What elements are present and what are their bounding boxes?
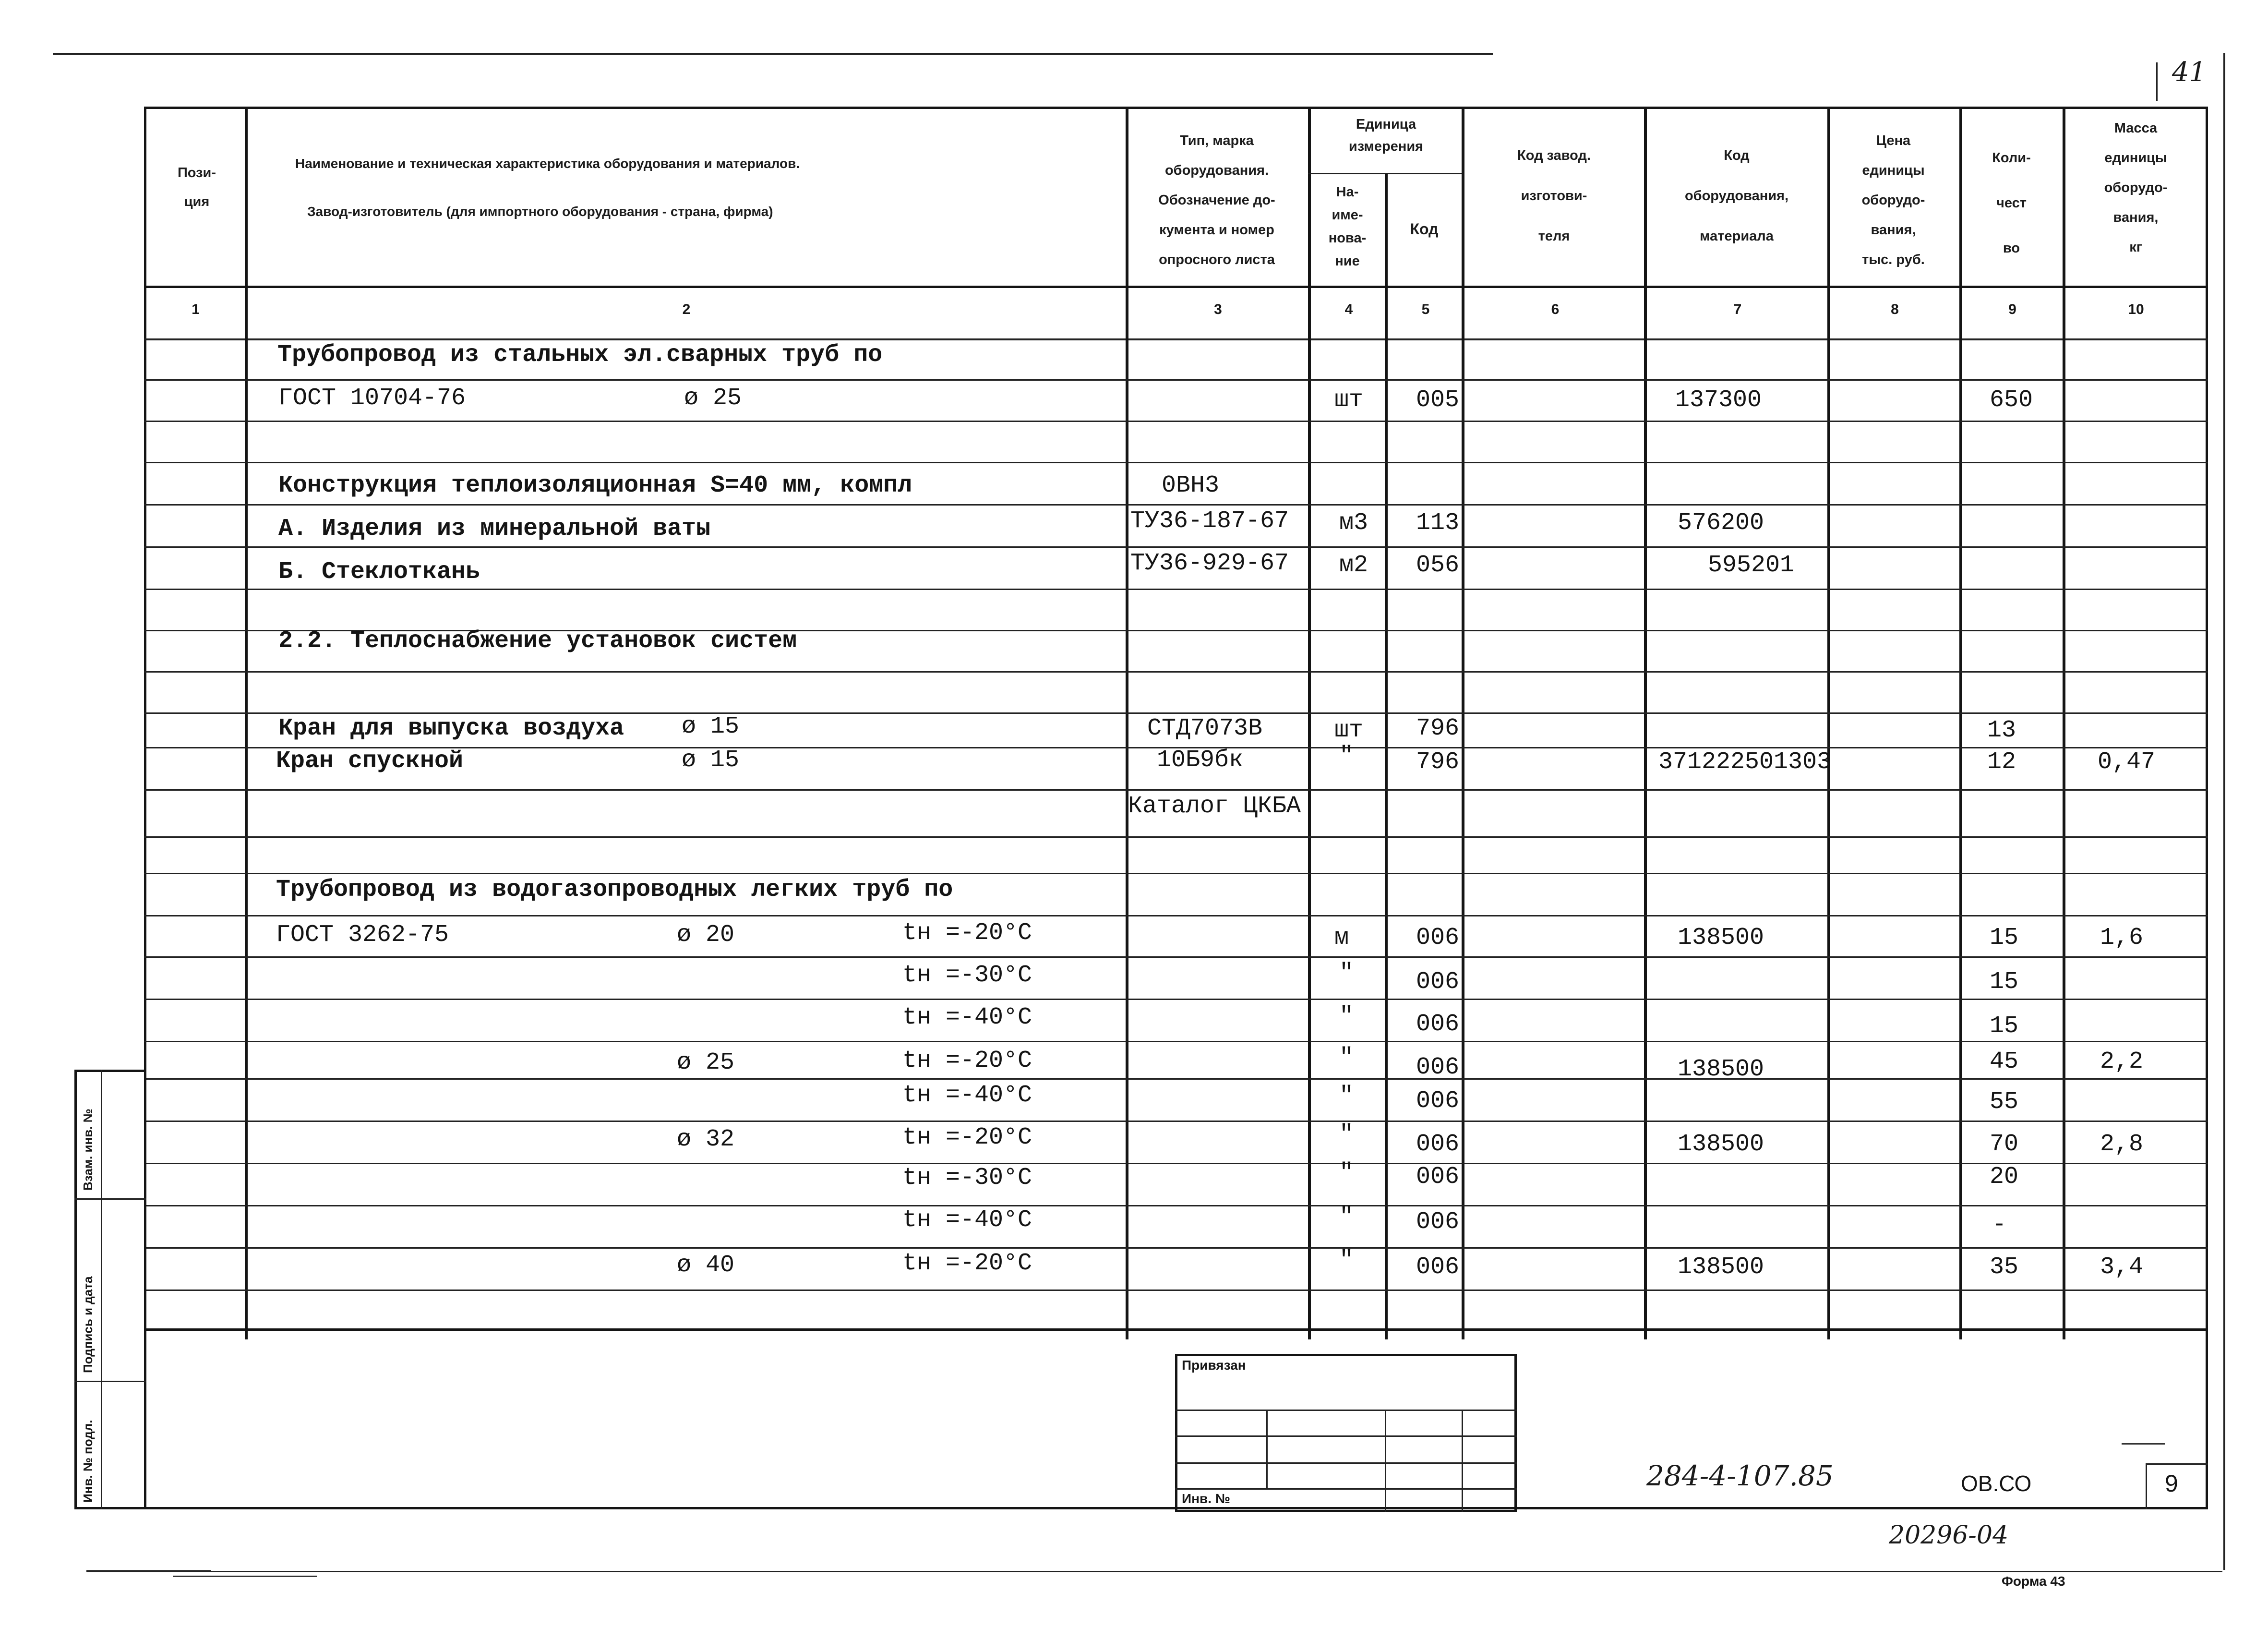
row-rule [144, 462, 2208, 463]
scan-edge-mark [2122, 1443, 2165, 1445]
page-number-divider [2156, 62, 2158, 101]
col-number-7: 7 [1733, 301, 1742, 317]
table-row-unit-code: 006 [1416, 1087, 1460, 1115]
table-row-unit: м2 [1339, 552, 1368, 579]
col-number-6: 6 [1551, 301, 1560, 317]
table-row-diameter: ø 25 [677, 1049, 735, 1076]
table-row-unit: шт [1334, 717, 1364, 744]
table-row-type: 10Б9бк [1157, 747, 1244, 774]
table-row-qty: 12 [1987, 748, 2016, 776]
table-row-unit-code: 006 [1416, 924, 1460, 952]
row-rule [144, 421, 2208, 422]
table-row-qty: - [1992, 1211, 2007, 1239]
table-row-temp: tн =-40°С [902, 1082, 1032, 1109]
table-row-temp: tн =-20°С [902, 1124, 1032, 1151]
table-row-unit: " [1339, 1247, 1354, 1274]
form-label: Форма 43 [2002, 1574, 2065, 1589]
col-line-6 [1644, 107, 1647, 1339]
table-row-unit-code: 005 [1416, 386, 1460, 414]
table-row-diameter: ø 25 [684, 385, 742, 412]
table-row-mass: 0,47 [2098, 748, 2156, 776]
row-rule [144, 546, 2208, 548]
row-rule [144, 379, 2208, 381]
col-line-4 [1385, 173, 1388, 1339]
table-row-type: ТУ36-929-67 [1130, 550, 1289, 577]
table-row-unit: " [1339, 743, 1354, 770]
row-rule [144, 999, 2208, 1000]
header-type: Тип, марка оборудования. Обозначение до- кумента и номер опросного листа [1158, 133, 1275, 267]
table-row-qty: 55 [1990, 1088, 2019, 1116]
stamp-rule [1175, 1462, 1517, 1464]
table-row-unit: шт [1334, 386, 1364, 414]
table-row-name: Конструкция теплоизоляционная S=40 мм, компл [278, 472, 912, 499]
table-row-equip-code: 371222501303 [1658, 748, 1832, 776]
table-row-mass: 2,2 [2100, 1048, 2144, 1075]
table-row-mass: 2,8 [2100, 1131, 2144, 1158]
table-row-qty: 35 [1990, 1253, 2019, 1281]
sheet-number-rule [2146, 1463, 2208, 1465]
col-line-1 [245, 107, 248, 1339]
header-quantity: Коли- чест во [1992, 150, 2031, 256]
table-row-unit-code: 006 [1416, 1253, 1460, 1281]
table-row-equip-code: 137300 [1675, 386, 1762, 414]
header-name: Наименование и техническая характеристика оборудования и материалов. [295, 156, 800, 171]
row-rule [144, 789, 2208, 791]
table-row-equip-code: 595201 [1708, 552, 1795, 579]
table-row-equip-code: 138500 [1678, 1253, 1764, 1281]
header-rule [144, 286, 2208, 288]
table-row-unit-code: 796 [1416, 748, 1460, 776]
col-number-10: 10 [2128, 301, 2144, 317]
col-line-8 [1959, 107, 1962, 1339]
table-row-unit-code: 006 [1416, 1163, 1460, 1191]
table-row-qty: 15 [1990, 968, 2019, 996]
document-code: 284-4-107.85 [1646, 1459, 1834, 1492]
table-row-unit-code: 056 [1416, 552, 1460, 579]
col-number-8: 8 [1891, 301, 1899, 317]
col-line-9 [2063, 107, 2065, 1339]
table-row-unit-code: 006 [1416, 1208, 1460, 1236]
stamp-divider [1462, 1410, 1463, 1512]
section-code: ОВ.СО [1961, 1471, 2032, 1496]
table-row-type: ТУ36-187-67 [1130, 507, 1289, 535]
side-stamp-rule [74, 1381, 146, 1382]
header-manufacturer: Завод-изготовитель (для импортного оборудования - страна, фирма) [307, 204, 773, 219]
table-row-unit: " [1339, 1159, 1354, 1187]
top-edge-line [53, 53, 1493, 55]
header-equip-code: Код оборудования, материала [1684, 148, 1789, 244]
row-rule [144, 1205, 2208, 1206]
stamp-inventory-label: Инв. № [1182, 1491, 1231, 1506]
table-row-diameter: ø 20 [677, 921, 735, 949]
col-number-3: 3 [1214, 301, 1222, 317]
row-rule [144, 1247, 2208, 1249]
row-rule [144, 1163, 2208, 1164]
header-unit-name: На- име- нова- ние [1328, 184, 1367, 269]
table-row-diameter: ø 15 [682, 713, 740, 740]
col-line-7 [1827, 107, 1830, 1339]
table-row-qty: 13 [1987, 717, 2016, 744]
row-rule [144, 956, 2208, 958]
table-row-name: 2.2. Теплоснабжение установок систем [278, 627, 797, 655]
scan-edge-mark [173, 1576, 317, 1577]
row-rule [144, 1290, 2208, 1291]
sheet-number-divider [2146, 1464, 2147, 1509]
col-line-3 [1308, 107, 1311, 1339]
table-row-name: Трубопровод из стальных эл.сварных труб по [277, 341, 883, 369]
table-row-qty: 70 [1990, 1131, 2019, 1158]
table-row-temp: tн =-20°С [902, 919, 1032, 947]
scan-edge-mark [86, 1570, 211, 1571]
row-rule [144, 836, 2208, 838]
row-rule [144, 671, 2208, 673]
table-row-temp: tн =-20°С [902, 1047, 1032, 1074]
table-row-unit-code: 006 [1416, 1011, 1460, 1038]
column-number-rule [144, 338, 2208, 340]
table-row-unit: м [1334, 924, 1349, 952]
table-row-unit: м3 [1339, 509, 1368, 537]
table-row-unit: " [1339, 1121, 1354, 1148]
table-row-name: ГОСТ 10704-76 [278, 385, 466, 412]
table-row-unit-code: 796 [1416, 715, 1460, 742]
table-row-unit-code: 006 [1416, 1131, 1460, 1158]
table-row-diameter: ø 40 [677, 1252, 735, 1279]
stamp-divider [1266, 1410, 1268, 1488]
table-row-temp: tн =-40°С [902, 1004, 1032, 1031]
table-row-unit: " [1339, 1044, 1354, 1072]
stamp-divider [1385, 1410, 1386, 1512]
archive-number: 20296-04 [1889, 1521, 2009, 1550]
unit-subheader-rule [1308, 173, 1462, 174]
table-row-type: 0ВН3 [1162, 472, 1220, 499]
table-row-unit: " [1339, 1083, 1354, 1110]
side-stamp-replacement: Взам. инв. № [81, 1109, 95, 1191]
table-row-unit: " [1339, 1204, 1354, 1231]
header-price: Цена единицы оборудо- вания, тыс. руб. [1861, 133, 1925, 267]
table-row-type: Каталог ЦКБА [1128, 793, 1301, 820]
table-row-temp: tн =-40°С [902, 1206, 1032, 1234]
row-rule [144, 1121, 2208, 1122]
table-row-temp: tн =-30°С [902, 962, 1032, 989]
table-row-unit: " [1339, 1003, 1354, 1030]
stamp-rule [1175, 1488, 1517, 1490]
table-row-name: А. Изделия из минеральной ваты [278, 515, 711, 542]
col-number-1: 1 [192, 301, 200, 317]
row-rule [144, 712, 2208, 714]
bottom-edge-line [86, 1571, 2222, 1572]
side-stamp-inventory: Инв. № подл. [81, 1420, 95, 1503]
table-row-qty: 45 [1990, 1048, 2019, 1075]
header-mfr-code: Код завод. изготови- теля [1517, 148, 1591, 244]
table-row-unit-code: 113 [1416, 509, 1460, 537]
table-row-mass: 1,6 [2100, 924, 2144, 952]
stamp-rule [1175, 1435, 1517, 1437]
side-stamp-rule [74, 1198, 146, 1200]
col-number-5: 5 [1421, 301, 1430, 317]
table-row-name: ГОСТ 3262-75 [276, 921, 449, 949]
side-stamp-divider [101, 1070, 102, 1509]
table-row-type: СТД7073В [1147, 715, 1263, 742]
table-row-equip-code: 138500 [1678, 924, 1764, 952]
row-rule [144, 1078, 2208, 1080]
col-line-5 [1462, 107, 1464, 1339]
table-row-qty: 15 [1990, 1012, 2019, 1040]
header-position: Пози- ция [177, 165, 216, 209]
table-row-qty: 650 [1990, 386, 2033, 414]
table-row-name: Кран для выпуска воздуха [278, 715, 624, 742]
table-row-qty: 20 [1990, 1163, 2019, 1191]
row-rule [144, 873, 2208, 874]
table-row-temp: tн =-20°С [902, 1250, 1032, 1277]
col-number-4: 4 [1344, 301, 1353, 317]
table-row-diameter: ø 32 [677, 1126, 735, 1153]
table-row-unit: " [1339, 960, 1354, 987]
col-number-2: 2 [682, 301, 691, 317]
row-rule [144, 589, 2208, 590]
table-row-diameter: ø 15 [682, 747, 740, 774]
col-number-9: 9 [2008, 301, 2016, 317]
page-number: 41 [2172, 57, 2207, 88]
table-row-equip-code: 138500 [1678, 1056, 1764, 1083]
row-rule [144, 1041, 2208, 1042]
header-unit-code: Код [1410, 220, 1439, 238]
stamp-rule [1175, 1410, 1517, 1411]
stamp-attached-label: Привязан [1182, 1358, 1246, 1373]
sheet-number: 9 [2165, 1470, 2178, 1497]
table-row-name: Кран спускной [276, 747, 464, 775]
table-row-equip-code: 138500 [1678, 1131, 1764, 1158]
right-edge-line [2223, 53, 2225, 1570]
header-mass: Масса единицы оборудо- вания, кг [2104, 121, 2168, 255]
row-rule [144, 504, 2208, 506]
table-row-temp: tн =-30°С [902, 1164, 1032, 1192]
table-row-equip-code: 576200 [1678, 509, 1764, 537]
table-row-unit-code: 006 [1416, 968, 1460, 996]
table-row-name: Трубопровод из водогазопроводных легких труб по [276, 876, 953, 904]
header-unit-group: Единица измерения [1348, 117, 1424, 154]
table-row-qty: 15 [1990, 924, 2019, 952]
table-row-name: Б. Стеклоткань [278, 558, 480, 586]
table-row-mass: 3,4 [2100, 1253, 2144, 1281]
row-rule [144, 915, 2208, 916]
table-row-unit-code: 006 [1416, 1054, 1460, 1081]
side-stamp-signature: Подпись и дата [81, 1276, 95, 1373]
col-line-2 [1126, 107, 1128, 1339]
table-body-bottom [144, 1328, 2208, 1331]
